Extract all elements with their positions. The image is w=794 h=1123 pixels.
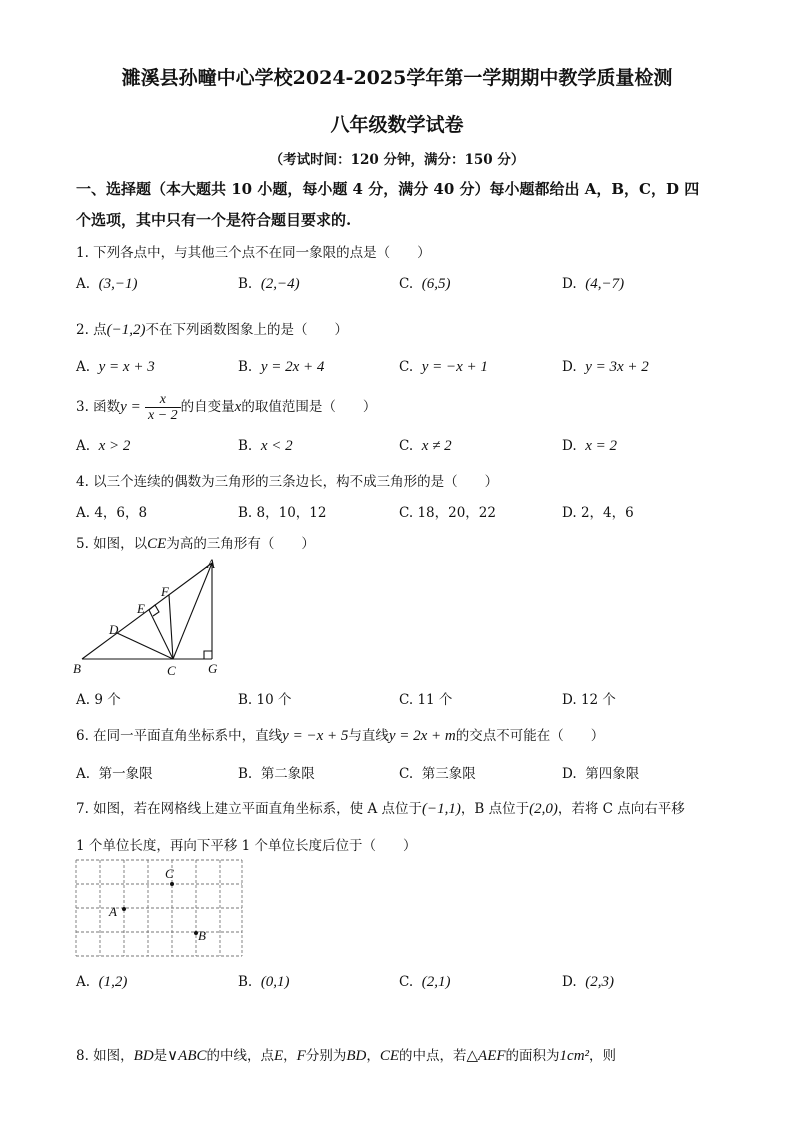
label-A: A bbox=[207, 556, 215, 571]
q3-option-a: A. x > 2 bbox=[76, 438, 131, 454]
q5-option-a: A. 9 个 bbox=[76, 692, 121, 708]
grid-label-A: A bbox=[109, 904, 117, 919]
q7-option-a: A. (1,2) bbox=[76, 974, 128, 990]
page-title: 濉溪县孙疃中心学校2024-2025学年第一学期期中教学质量检测 bbox=[121, 67, 673, 89]
q4-option-b: B. 8，10，12 bbox=[238, 505, 327, 521]
label-F: F bbox=[161, 584, 169, 599]
q7-option-d: D. (2,3) bbox=[562, 974, 614, 990]
label-C: C bbox=[167, 663, 176, 678]
question-7-stem-line1: 7. 如图，若在网格线上建立平面直角坐标系，使 A 点位于(−1,1)，B 点位于(2,0)，若将 C 点向右平移 bbox=[76, 801, 685, 817]
q1-option-a: A. (3,−1) bbox=[76, 276, 138, 292]
label-B: B bbox=[73, 661, 81, 676]
q3-option-c: C. x ≠ 2 bbox=[399, 438, 452, 454]
right-angle-mark-E bbox=[149, 605, 159, 616]
segment-CF bbox=[169, 595, 173, 659]
q1-option-b: B. (2,−4) bbox=[238, 276, 300, 292]
q2-option-d: D. y = 3x + 2 bbox=[562, 359, 649, 375]
point-C bbox=[170, 882, 174, 886]
q6-option-a: A. 第一象限 bbox=[76, 766, 153, 782]
grid-label-C: C bbox=[165, 866, 174, 881]
q6-option-d: D. 第四象限 bbox=[562, 766, 640, 782]
q4-option-a: A. 4，6，8 bbox=[76, 505, 148, 521]
q5-option-d: D. 12 个 bbox=[562, 692, 616, 708]
exam-info: （考试时间：120 分钟，满分：150 分） bbox=[269, 152, 525, 168]
q7-option-b: B. (0,1) bbox=[238, 974, 290, 990]
q5-option-c: C. 11 个 bbox=[399, 692, 453, 708]
question-4-stem: 4. 以三个连续的偶数为三角形的三条边长，构不成三角形的是（ ） bbox=[76, 474, 499, 490]
triangle-figure bbox=[70, 555, 230, 680]
q2-option-c: C. y = −x + 1 bbox=[399, 359, 488, 375]
q1-option-d: D. (4,−7) bbox=[562, 276, 625, 292]
question-7-stem-line2: 1 个单位长度，再向下平移 1 个单位长度后位于（ ） bbox=[76, 838, 417, 854]
q1-option-c: C. (6,5) bbox=[399, 276, 451, 292]
q2-option-b: B. y = 2x + 4 bbox=[238, 359, 325, 375]
label-E: E bbox=[137, 601, 145, 616]
coordinate-grid-figure bbox=[74, 858, 246, 960]
q2-option-a: A. y = x + 3 bbox=[76, 359, 155, 375]
question-6-stem: 6. 在同一平面直角坐标系中，直线y = −x + 5与直线y = 2x + m的交点不可能在（ ） bbox=[76, 728, 605, 744]
question-5-stem: 5. 如图，以CE为高的三角形有（ ） bbox=[76, 536, 315, 552]
q4-option-d: D. 2，4，6 bbox=[562, 505, 634, 521]
label-G: G bbox=[208, 661, 218, 676]
q4-option-c: C. 18，20，22 bbox=[399, 505, 496, 521]
q6-option-c: C. 第三象限 bbox=[399, 766, 476, 782]
point-A bbox=[122, 907, 126, 911]
right-angle-mark-G bbox=[204, 651, 212, 659]
q3-option-d: D. x = 2 bbox=[562, 438, 618, 454]
label-D: D bbox=[109, 622, 119, 637]
q6-option-b: B. 第二象限 bbox=[238, 766, 315, 782]
question-3-stem: 3. 函数y = $\frac{x}{x - 2}$ 的自变量x的取值范围是（ ） bbox=[76, 392, 377, 423]
q5-option-b: B. 10 个 bbox=[238, 692, 292, 708]
q7-option-c: C. (2,1) bbox=[399, 974, 451, 990]
question-2-stem: 2. 点(−1,2)不在下列函数图象上的是（ ） bbox=[76, 322, 349, 338]
section-heading-line2: 个选项，其中只有一个是符合题目要求的. bbox=[76, 211, 352, 229]
grid-label-B: B bbox=[198, 928, 206, 943]
section-heading-line1: 一、选择题（本大题共 10 小题，每小题 4 分，满分 40 分）每小题都给出 A，B，C，D 四 bbox=[76, 180, 700, 198]
q3-option-b: B. x < 2 bbox=[238, 438, 293, 454]
paper-subtitle: 八年级数学试卷 bbox=[330, 114, 464, 136]
question-1-stem: 1. 下列各点中，与其他三个点不在同一象限的点是（ ） bbox=[76, 245, 431, 261]
function-fraction: $\frac{x}{x - 2}$ bbox=[145, 392, 181, 423]
segment-CE bbox=[149, 610, 173, 659]
segment-CD bbox=[117, 633, 173, 659]
question-8-stem: 8. 如图，BD是∨ABC的中线，点E，F分别为BD，CE的中点，若△AEF的面积为1cm²，则 bbox=[76, 1048, 617, 1064]
